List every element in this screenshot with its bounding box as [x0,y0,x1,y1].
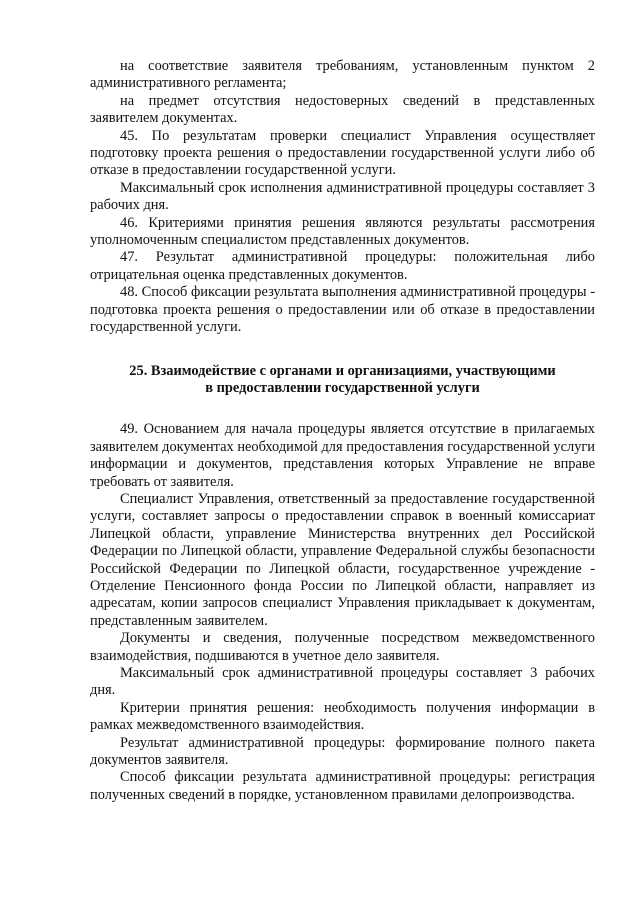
paragraph-45: 45. По результатам проверки специалист Управления осуществляет подготовку проекта решения о предоставлении государственной услуги либо об отказе в предоставлении государственной услуги. [90,127,595,179]
section-heading-line-1: 25. Взаимодействие с органами и организациями, участвующими [129,362,556,379]
section-heading-line-2: в предоставлении государственной услуги [205,379,480,396]
paragraph-top-2: на предмет отсутствия недостоверных сведений в представленных заявителем документах. [90,92,595,127]
paragraph-fixation: Способ фиксации результата административной процедуры: регистрация полученных сведений в порядке, установленном правилами делопроизводства. [90,769,595,803]
section-heading-25 [90,363,595,398]
paragraph-48: 48. Способ фиксации результата выполнения административной процедуры - подготовка проекта решения о предоставлении или об отказе в предоставлении государственной услуги. [90,284,595,336]
paragraph-documents: Документы и сведения, полученные посредством межведомственного взаимодействия, подшиваются в учетное дело заявителя. [90,630,595,664]
paragraph-top-1: на соответствие заявителя требованиям, установленным пунктом 2 административного регламента; [90,58,595,92]
paragraph-47: 47. Результат административной процедуры: положительная либо отрицательная оценка представленных документов. [90,249,595,283]
paragraph-max-term-1: Максимальный срок исполнения административной процедуры составляет 3 рабочих дня. [90,179,595,214]
paragraph-specialist: Специалист Управления, ответственный за предоставление государственной услуги, составляет запросы о предоставлении справок в военный комиссариат Липецкой области, управление Министерства внутренних дел Российской Федерации по Липецкой области, управление Федеральной службы безопасности Российской Федерации по Липецкой области, государственное учреждение - Отделение Пенсионного фонда России по Липецкой области, направляет из адресатам, копии запросов специалист Управления прикладывает к документам, представленным заявителем. [90,490,595,629]
paragraph-result: Результат административной процедуры: формирование полного пакета документов заявителя. [90,734,595,769]
paragraph-criteria: Критерии принятия решения: необходимость получения информации в рамках межведомственного взаимодействия. [90,699,595,734]
paragraph-max-term-2: Максимальный срок административной процедуры составляет 3 рабочих дня. [90,665,595,699]
document-page [90,58,595,804]
paragraph-49: 49. Основанием для начала процедуры является отсутствие в прилагаемых заявителем документах необходимой для предоставления государственной услуги информации и документов, представления которых Управление не вправе требовать от заявителя. [90,421,595,490]
paragraph-46: 46. Критериями принятия решения являются результаты рассмотрения уполномоченным специалистом представленных документов. [90,214,595,249]
